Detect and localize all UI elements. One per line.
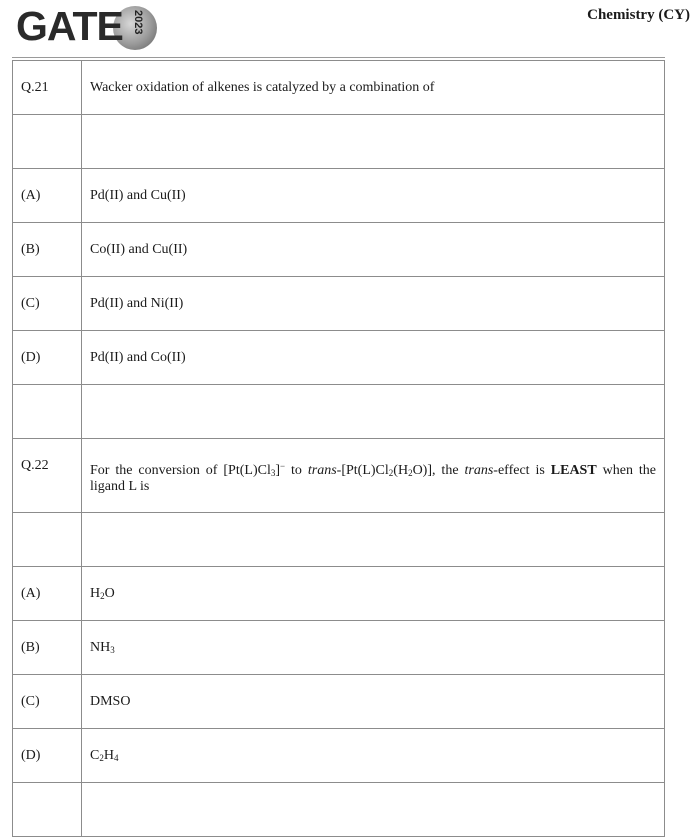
option-label: (C)	[21, 694, 40, 709]
option-label: (C)	[21, 296, 40, 311]
logo-year: 2023	[132, 10, 144, 35]
blank-row	[13, 783, 665, 837]
text-part: to	[285, 463, 308, 478]
text-part: when the ligand L is	[90, 463, 656, 494]
italic-trans: trans	[464, 463, 494, 478]
bold-least: LEAST	[550, 463, 597, 478]
subject-title: Chemistry (CY)	[587, 7, 690, 23]
header-divider	[12, 57, 665, 58]
blank-row	[13, 385, 665, 439]
option-row-q22-b[interactable]	[13, 621, 665, 675]
text-part: ]	[275, 463, 281, 478]
option-row-q21-a[interactable]	[13, 169, 665, 223]
option-label: (B)	[21, 242, 40, 257]
option-text: $H_2O$	[90, 586, 115, 601]
option-label: (D)	[21, 350, 41, 365]
option-text: Co(II) and Cu(II)	[90, 242, 188, 257]
question-number: Q.22	[21, 458, 49, 473]
text-part: (H	[393, 463, 409, 478]
option-label: (A)	[21, 586, 41, 601]
option-row-q22-c[interactable]	[13, 675, 665, 729]
option-text: $C_2H_4$	[90, 748, 119, 763]
question-row-q22	[13, 439, 665, 513]
option-row-q21-c[interactable]	[13, 277, 665, 331]
option-text: Pd(II) and Cu(II)	[90, 188, 186, 203]
blank-row	[13, 513, 665, 567]
option-text: $NH_3$	[90, 640, 115, 655]
question-row-q21	[13, 61, 665, 115]
superscript: −	[280, 461, 286, 471]
question-text	[90, 439, 656, 494]
option-label: (D)	[21, 748, 41, 763]
blank-row	[13, 115, 665, 169]
option-text: Pd(II) and Ni(II)	[90, 296, 184, 311]
logo-text: GATE	[16, 3, 123, 49]
question-number: Q.21	[21, 80, 49, 95]
italic-trans: trans	[307, 463, 337, 478]
option-text: DMSO	[90, 694, 131, 709]
option-row-q22-a[interactable]	[13, 567, 665, 621]
option-row-q21-d[interactable]	[13, 331, 665, 385]
question-table	[12, 60, 665, 837]
option-text: Pd(II) and Co(II)	[90, 350, 186, 365]
option-label: (B)	[21, 640, 40, 655]
subscript: 3	[270, 468, 276, 478]
subscript: 2	[408, 468, 413, 478]
question-text: Wacker oxidation of alkenes is catalyzed by a combination of	[90, 80, 435, 95]
option-row-q21-b[interactable]	[13, 223, 665, 277]
option-row-q22-d[interactable]	[13, 729, 665, 783]
text-part: -[Pt(L)Cl	[336, 463, 389, 478]
option-label: (A)	[21, 188, 41, 203]
subscript: 2	[388, 468, 394, 478]
text-part: For the conversion of [Pt(L)Cl	[90, 463, 271, 478]
text-part: -effect is	[493, 463, 551, 478]
gate-logo	[16, 4, 176, 48]
text-part: O)], the	[412, 463, 465, 478]
